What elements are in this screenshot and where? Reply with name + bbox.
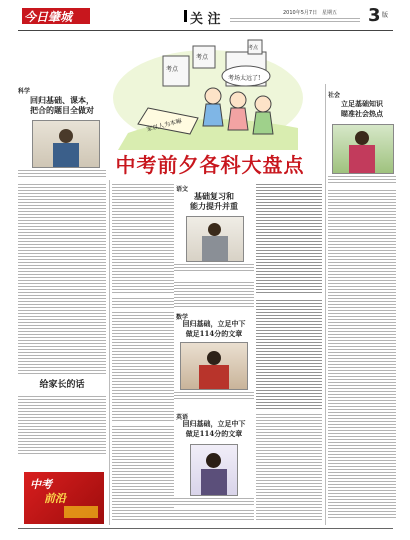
section-marker-icon xyxy=(184,10,187,22)
cartoon-sign-2: 考点 xyxy=(196,54,209,61)
right-headline-1: 立足基础知识 xyxy=(341,99,383,108)
promo-box xyxy=(24,472,104,524)
left-body-text-2 xyxy=(18,396,106,456)
main-title: 中考前夕各科大盘点 xyxy=(115,153,305,177)
weekday: 星期五 xyxy=(322,10,338,16)
english-headline-1: 回归基础，立足中下 xyxy=(182,419,246,428)
center-body-right-1 xyxy=(256,184,322,294)
chinese-headline-2: 能力提升并重 xyxy=(190,201,238,211)
english-article xyxy=(174,412,254,522)
left-caption xyxy=(18,170,106,179)
english-subject-label: 英语 xyxy=(176,414,189,421)
center-body-left-2 xyxy=(112,298,174,308)
center-body-right-3 xyxy=(256,300,322,410)
chinese-headline-1: 基础复习和 xyxy=(194,191,234,201)
cartoon-shirt-text: 家以人为本嘛 xyxy=(145,117,183,134)
cartoon-sign-3: 考点 xyxy=(248,45,259,51)
section-title: 关 注 xyxy=(190,12,221,27)
center-body-left-4 xyxy=(112,426,174,522)
right-column xyxy=(328,90,396,530)
chinese-caption xyxy=(174,264,254,272)
center-body-mid-2 xyxy=(174,282,254,308)
masthead-rule xyxy=(18,30,393,31)
left-subject-label: 科学 xyxy=(18,88,31,95)
math-headline-2: 做足114分的文章 xyxy=(185,329,243,338)
cartoon-illustration xyxy=(108,38,308,150)
math-subject-label: 数学 xyxy=(176,314,189,321)
right-teacher-photo xyxy=(332,124,394,174)
english-caption xyxy=(174,498,254,506)
masthead xyxy=(0,0,410,30)
right-body-text xyxy=(328,190,396,520)
date-line: 2010年5月7日 xyxy=(283,10,318,16)
right-headline-2: 瞄准社会热点 xyxy=(341,109,383,118)
english-teacher-photo xyxy=(190,444,238,496)
math-caption xyxy=(174,392,254,400)
left-column xyxy=(18,80,106,530)
cartoon-speech: 考场太远了! xyxy=(228,75,261,82)
masthead-logo-text: 今日肇城 xyxy=(24,10,73,24)
left-body-text-1 xyxy=(18,184,106,374)
english-body-text xyxy=(174,510,254,520)
center-body-left-3 xyxy=(112,312,174,422)
column-rule-left xyxy=(109,180,110,525)
left-headline-2: 把合的题目全做对 xyxy=(30,105,94,115)
masthead-small-print xyxy=(230,18,360,24)
math-article xyxy=(174,312,254,402)
right-subject-label: 社会 xyxy=(328,92,341,99)
chinese-subject-label: 语文 xyxy=(176,186,189,193)
chinese-teacher-photo xyxy=(186,216,244,262)
math-teacher-photo xyxy=(180,342,248,390)
parents-heading: 给家长的话 xyxy=(39,380,85,390)
left-teacher-photo xyxy=(32,120,100,168)
promo-text-1: 中考 xyxy=(30,478,52,491)
english-headline-2: 做足114分的文章 xyxy=(185,429,243,438)
math-headline-1: 回归基础，立足中下 xyxy=(182,319,246,328)
promo-text-2: 前沿 xyxy=(44,492,66,505)
cartoon-sign-1: 考点 xyxy=(166,66,179,73)
right-caption xyxy=(328,176,396,184)
page-number: 3 xyxy=(368,5,381,26)
bottom-rule xyxy=(18,528,393,529)
chinese-article xyxy=(174,184,254,276)
column-rule-right xyxy=(325,84,326,525)
page-suffix: 版 xyxy=(382,12,389,19)
center-body-right-4 xyxy=(256,414,322,522)
center-body-left-1 xyxy=(112,184,174,294)
left-headline-1: 回归基础、课本， xyxy=(30,95,94,105)
